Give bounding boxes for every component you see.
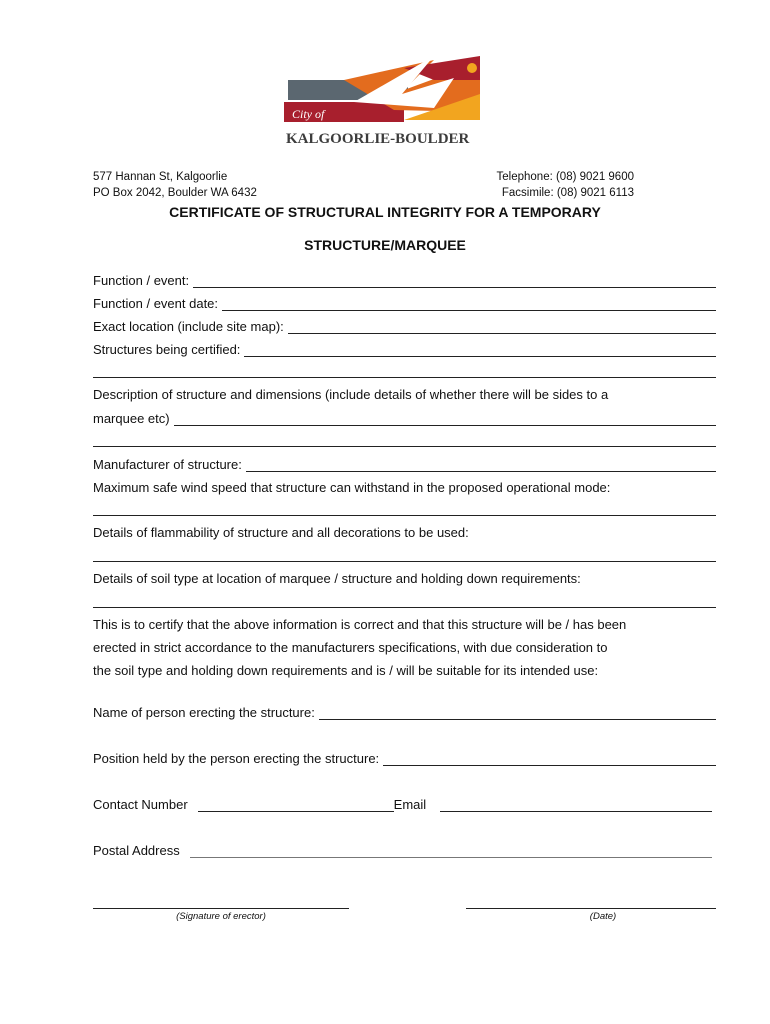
structures-certified-field[interactable] — [93, 339, 716, 357]
telephone-text: Telephone: (08) 9021 9600 — [496, 171, 634, 183]
max-wind-line[interactable] — [93, 515, 716, 516]
address-left — [93, 169, 257, 201]
function-event-date-field[interactable] — [93, 293, 716, 311]
date-caption: (Date) — [589, 911, 617, 922]
exact-location-label: Exact location (include site map): — [93, 319, 284, 334]
logo-sun — [467, 63, 477, 73]
address-po-box: PO Box 2042, Boulder WA 6432 — [93, 187, 257, 199]
erector-name-line[interactable] — [319, 706, 716, 720]
certification-paragraph — [93, 613, 716, 682]
max-wind-label: Maximum safe wind speed that structure can withstand in the proposed operational mode: — [93, 480, 611, 495]
structures-certified-extra-line[interactable] — [93, 377, 716, 378]
description-label-line2: marquee etc) — [93, 411, 170, 426]
description-extra-line[interactable] — [93, 446, 716, 447]
flammability-label: Details of flammability of structure and all decorations to be used: — [93, 525, 469, 540]
description-label-line1: Description of structure and dimensions (include details of whether there will be sides to a — [93, 387, 609, 402]
document-title-line1: CERTIFICATE OF STRUCTURAL INTEGRITY FOR A TEMPORARY — [169, 204, 601, 220]
facsimile-text: Facsimile: (08) 9021 6113 — [501, 187, 634, 199]
function-event-date-line[interactable] — [222, 297, 716, 311]
postal-address-line[interactable] — [190, 844, 712, 858]
function-event-field[interactable] — [93, 270, 716, 288]
contact-row — [93, 794, 716, 812]
postal-address-field[interactable] — [93, 840, 716, 858]
function-event-date-label: Function / event date: — [93, 296, 219, 311]
address-street: 577 Hannan St, Kalgoorlie — [93, 171, 228, 183]
erector-name-field[interactable] — [93, 702, 716, 720]
address-right — [490, 169, 634, 201]
structures-certified-label: Structures being certified: — [93, 342, 241, 357]
document-title-line2: STRUCTURE/MARQUEE — [304, 237, 466, 253]
certification-line1: This is to certify that the above information is correct and that this structure will be / has been — [93, 617, 627, 632]
erector-position-field[interactable] — [93, 748, 716, 766]
erector-position-line[interactable] — [383, 752, 716, 766]
soil-type-label: Details of soil type at location of marquee / structure and holding down requirements: — [93, 571, 581, 586]
description-line[interactable] — [174, 412, 716, 426]
signature-line[interactable] — [93, 908, 349, 909]
contact-number-line[interactable] — [198, 798, 394, 812]
erector-position-label: Position held by the person erecting the structure: — [93, 751, 380, 766]
signature-caption: (Signature of erector) — [176, 911, 266, 922]
exact-location-line[interactable] — [288, 320, 716, 334]
logo-name-text: KALGOORLIE-BOULDER — [286, 131, 470, 147]
erector-name-label: Name of person erecting the structure: — [93, 705, 315, 720]
postal-address-label: Postal Address — [93, 843, 180, 858]
contact-number-label: Contact Number — [93, 797, 188, 812]
city-logo — [284, 50, 488, 150]
function-event-label: Function / event: — [93, 273, 190, 288]
flammability-line[interactable] — [93, 561, 716, 562]
manufacturer-field[interactable] — [93, 454, 716, 472]
manufacturer-line[interactable] — [246, 458, 716, 472]
certification-line2: erected in strict accordance to the manufacturers specifications, with due consideration to — [93, 640, 608, 655]
structures-certified-line[interactable] — [244, 343, 716, 357]
exact-location-field[interactable] — [93, 316, 716, 334]
email-line[interactable] — [440, 798, 712, 812]
manufacturer-label: Manufacturer of structure: — [93, 457, 242, 472]
date-line[interactable] — [466, 908, 716, 909]
function-event-line[interactable] — [193, 274, 716, 288]
email-label: Email — [393, 797, 427, 812]
certification-line3: the soil type and holding down requirements and is / will be suitable for its intended use: — [93, 663, 599, 678]
city-logo-graphic — [284, 50, 488, 150]
soil-type-line[interactable] — [93, 607, 716, 608]
logo-city-of-text: City of — [292, 107, 325, 121]
description-field[interactable] — [93, 408, 716, 426]
